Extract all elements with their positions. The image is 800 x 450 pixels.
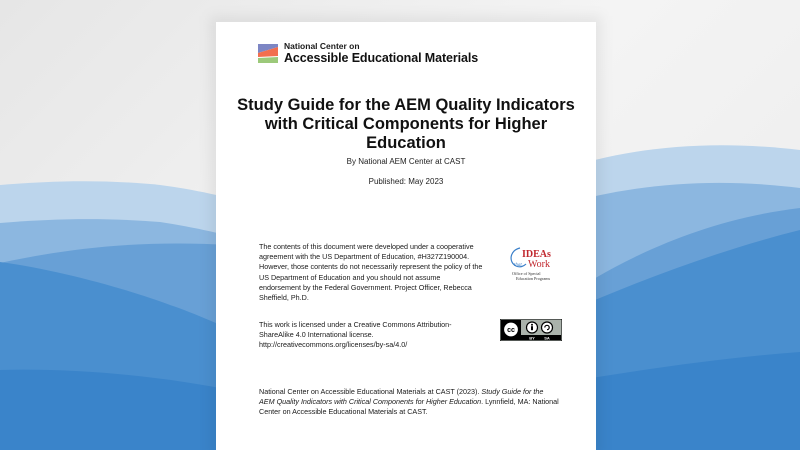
citation [259, 387, 559, 418]
funding-disclaimer: The contents of this document were developed under a cooperative agreement with the US Department of Education, #H327Z190004. However, those contents do not necessarily represent the policy of the US Department of Education and you should not assume endorsement by the Federal Government. Project Officer, Rebecca Sheffield, Ph.D. [259, 242, 483, 303]
svg-text:IDEAs: IDEAs [522, 249, 551, 260]
svg-text:that: that [514, 263, 522, 268]
svg-text:Education Programs: Education Programs [516, 276, 551, 281]
svg-text:SA: SA [544, 335, 550, 341]
svg-text:Office of Special: Office of Special [512, 271, 541, 276]
cc-by-sa-license-badge-icon[interactable] [500, 319, 562, 341]
svg-text:BY: BY [529, 335, 535, 341]
license-text: This work is licensed under a Creative Commons Attribution-ShareAlike 4.0 International license. http://creativecommons.org/licenses/by-sa/4.0/ [259, 320, 452, 350]
citation-prefix: National Center on Accessible Educational Materials at CAST (2023). [259, 387, 482, 396]
svg-text:Work: Work [528, 259, 550, 270]
aem-logo-mark-icon [258, 44, 278, 63]
document-title: Study Guide for the AEM Quality Indicators with Critical Components for Higher Education [237, 96, 575, 152]
document-page [216, 22, 596, 450]
published-date: Published: May 2023 [368, 177, 444, 186]
svg-text:cc: cc [507, 327, 515, 334]
aem-logo [258, 42, 478, 64]
logo-line-1: National Center on [284, 41, 360, 51]
byline: By National AEM Center at CAST [346, 157, 466, 166]
citation-title: Study Guide for the AEM Quality Indicators with Critical Components for Higher Education [259, 387, 544, 407]
citation-suffix: . Lynnfield, MA: National Center on Accessible Educational Materials at CAST. [259, 397, 559, 417]
ideas-that-work-logo-icon [506, 244, 558, 288]
logo-line-2: Accessible Educational Materials [284, 50, 479, 65]
